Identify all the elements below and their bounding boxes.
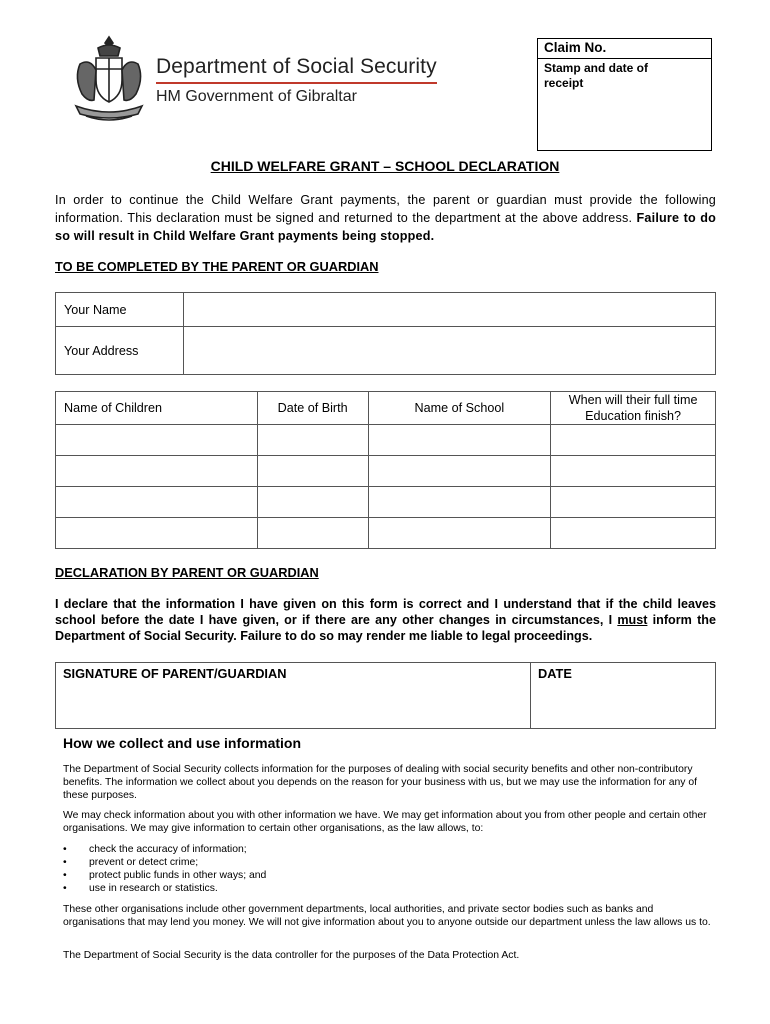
child-school-cell[interactable] bbox=[368, 425, 551, 456]
declaration-emphasis: must bbox=[617, 613, 648, 627]
header-education-finish: When will their full time Education finish? bbox=[551, 392, 716, 425]
coat-of-arms-logo bbox=[70, 34, 148, 126]
child-education-end-cell[interactable] bbox=[551, 487, 716, 518]
children-table bbox=[55, 391, 716, 549]
intro-text: In order to continue the Child Welfare Grant payments, the parent or guardian must provide the following information. This declaration must be signed and returned to the department at the above address. bbox=[55, 193, 716, 225]
stamp-date-label: Stamp and date of receipt bbox=[544, 61, 649, 90]
declaration-text bbox=[55, 596, 716, 644]
list-item: • protect public funds in other ways; and bbox=[63, 869, 713, 882]
child-dob-cell[interactable] bbox=[257, 518, 368, 549]
your-address-field[interactable] bbox=[184, 327, 716, 375]
claim-number-label: Claim No. bbox=[538, 39, 711, 59]
list-item: • prevent or detect crime; bbox=[63, 856, 713, 869]
header-name-of-school: Name of School bbox=[368, 392, 551, 425]
child-school-cell[interactable] bbox=[368, 487, 551, 518]
list-item: • check the accuracy of information; bbox=[63, 843, 713, 856]
your-name-field[interactable] bbox=[184, 293, 716, 327]
declaration-heading: DECLARATION BY PARENT OR GUARDIAN bbox=[55, 565, 319, 580]
child-name-cell[interactable] bbox=[56, 487, 258, 518]
government-name: HM Government of Gibraltar bbox=[156, 88, 357, 105]
header-date-of-birth: Date of Birth bbox=[257, 392, 368, 425]
child-school-cell[interactable] bbox=[368, 518, 551, 549]
department-name: Department of Social Security bbox=[156, 55, 437, 78]
intro-warning: Failure to do so will result in Child Welfare Grant payments being stopped. bbox=[55, 211, 716, 243]
child-education-end-cell[interactable] bbox=[551, 425, 716, 456]
info-paragraph-1: The Department of Social Security collects information for the purposes of dealing with social security benefits and other non-contributory benefits. The information we collect about you depends on the reason for your business with us, but we may use the information for any of these purposes. bbox=[63, 764, 697, 801]
child-dob-cell[interactable] bbox=[257, 487, 368, 518]
declaration-text-after: inform the Department of Social Security. Failure to do so may render me liable to legal proceedings. bbox=[55, 613, 716, 643]
signature-label: SIGNATURE OF PARENT/GUARDIAN bbox=[63, 666, 287, 681]
info-heading: How we collect and use information bbox=[63, 735, 302, 751]
parent-details-table bbox=[55, 292, 716, 375]
signature-field[interactable] bbox=[56, 663, 531, 729]
child-school-cell[interactable] bbox=[368, 456, 551, 487]
header-name-of-children: Name of Children bbox=[56, 392, 258, 425]
header-divider bbox=[156, 82, 437, 84]
your-name-label: Your Name bbox=[56, 293, 184, 327]
child-dob-cell[interactable] bbox=[257, 456, 368, 487]
date-field[interactable] bbox=[531, 663, 716, 729]
info-paragraph-3: These other organisations include other government departments, local authorities, and private sector bodies such as banks and organisations that may lend you money. We will not give information about you to anyone outside our department unless the law allows us to. bbox=[63, 904, 711, 928]
info-paragraph-2: We may check information about you with other information we have. We may get information about you from other people and certain other organisations. We may give information to certain other organisations, as the law allows, to: bbox=[63, 810, 707, 834]
child-education-end-cell[interactable] bbox=[551, 456, 716, 487]
child-dob-cell[interactable] bbox=[257, 425, 368, 456]
info-bullet-list bbox=[63, 843, 713, 895]
child-name-cell[interactable] bbox=[56, 518, 258, 549]
claim-number-box bbox=[537, 38, 712, 151]
child-name-cell[interactable] bbox=[56, 456, 258, 487]
child-education-end-cell[interactable] bbox=[551, 518, 716, 549]
child-name-cell[interactable] bbox=[56, 425, 258, 456]
form-title: CHILD WELFARE GRANT – SCHOOL DECLARATION bbox=[210, 158, 560, 174]
date-label: DATE bbox=[538, 666, 572, 681]
parent-section-heading: TO BE COMPLETED BY THE PARENT OR GUARDIAN bbox=[55, 259, 379, 274]
your-address-label: Your Address bbox=[56, 327, 184, 375]
info-paragraph-4: The Department of Social Security is the data controller for the purposes of the Data Protection Act. bbox=[63, 950, 520, 961]
declaration-text-before: I declare that the information I have given on this form is correct and I understand that if the child leaves school before the date I have given, or if there are any other changes in circumstances, I bbox=[55, 597, 716, 627]
intro-paragraph bbox=[55, 191, 716, 245]
signature-table bbox=[55, 662, 716, 729]
list-item: • use in research or statistics. bbox=[63, 882, 713, 895]
